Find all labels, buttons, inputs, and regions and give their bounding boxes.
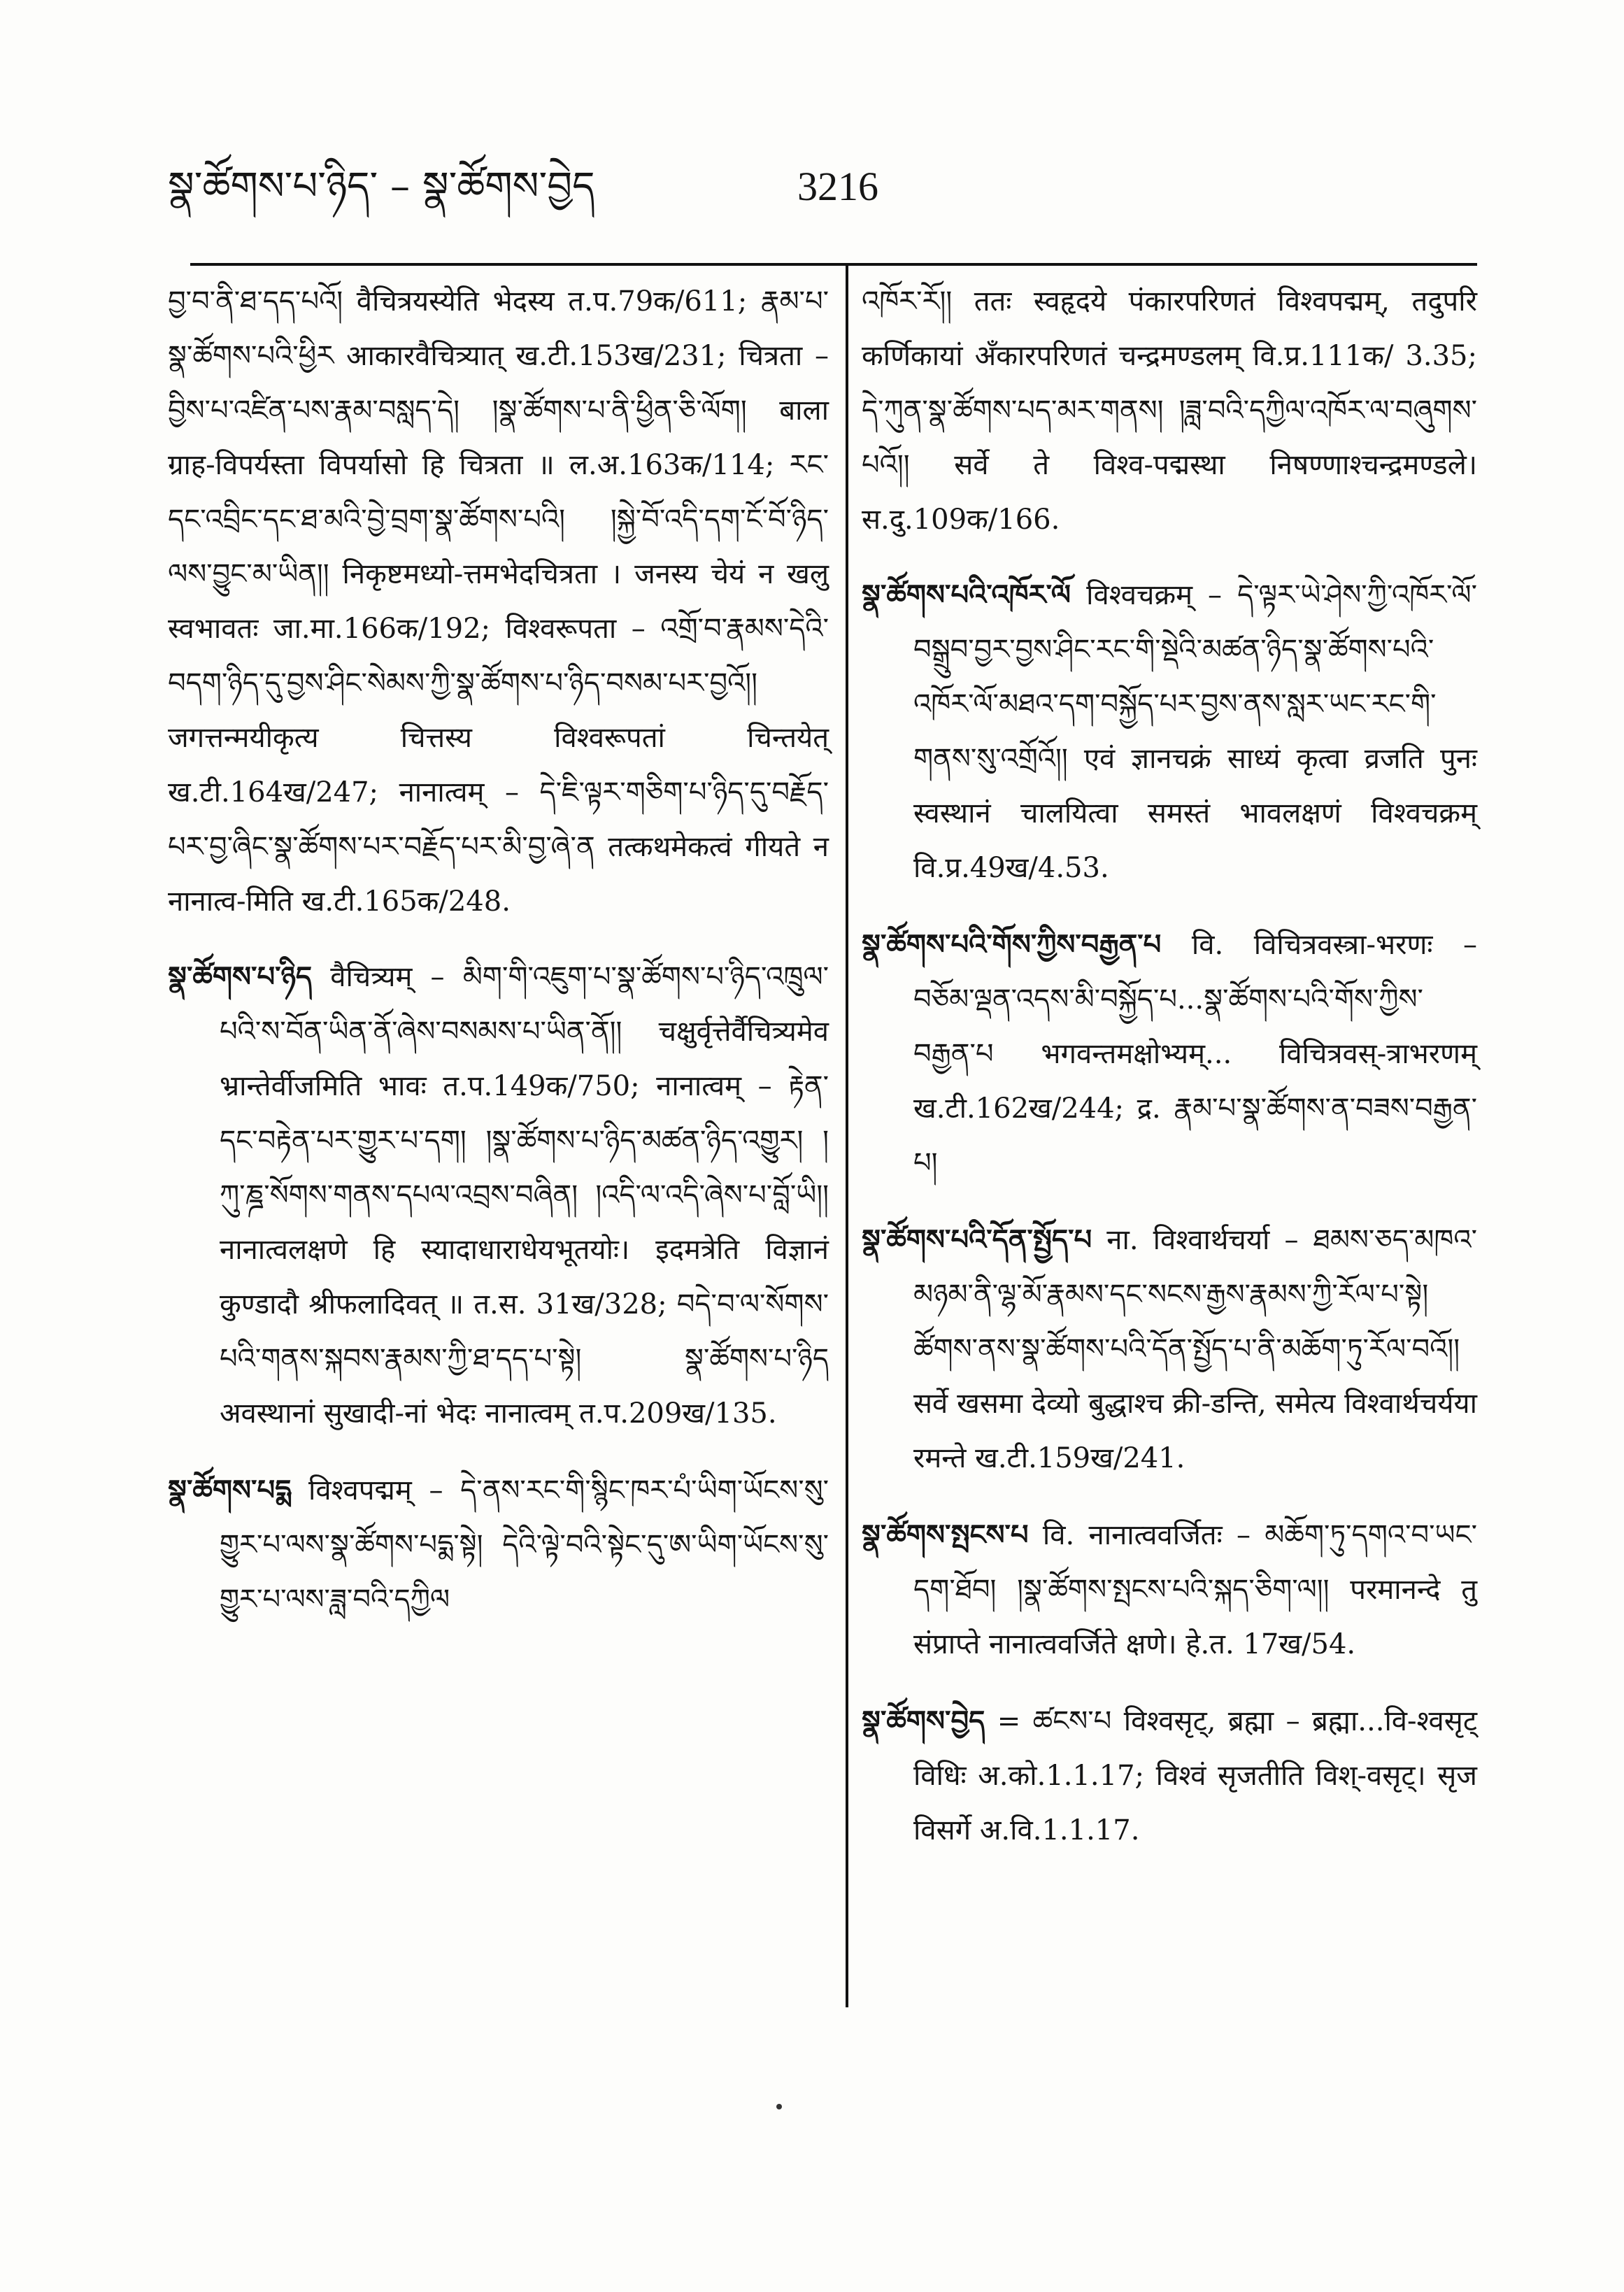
entry-body: ना. विश्वार्थचर्या – ཐམས་ཅད་མཁའ་མཉམ་ནི་ལྷ་མོ་རྣམས་དང་སངས་རྒྱས་རྣམས་ཀྱི་རོལ་པ་སྟེ། ཚོགས་ནས་སྣ་ཚོགས་པའི་དོན་སྤྱོད་པ་ནི་མཆོག་ཏུ་རོལ་བའོ།། सर्वे खसमा देव्यो बुद्धाश्च क्री-डन्ति, समेत्य विश्वार्थचर्यया रमन्ते ख.टी.159ख/241. (913, 1224, 1477, 1474)
entry-body: = ཚངས་པ विश्वसृट्, ब्रह्मा – ब्रह्मा...वि-श्वसृट् विधिः अ.को.1.1.17; विश्वं सृजतीति विश्-वसृट्। सृज विसर्गे अ.वि.1.1.17. (913, 1705, 1477, 1846)
right-column (862, 274, 1477, 1880)
entry-headword: སྣ་ཚོགས་པའི་དོན་སྤྱོད་པ (862, 1223, 1092, 1256)
entry-headword: སྣ་ཚོགས་པ་ཉིད (168, 960, 313, 993)
left-column (168, 274, 829, 1649)
entry-headword: སྣ་ཚོགས་བྱེད (862, 1704, 985, 1737)
dictionary-entry (862, 1213, 1477, 1486)
entry-body: विश्वचक्रम् – དེ་ལྟར་ཡེ་ཤེས་ཀྱི་འཁོར་ལོ་བསྒྲུབ་བྱར་བྱས་ཤིང་རང་གི་སྡེའི་མཚན་ཉིད་སྣ་ཚོགས་པའི་འཁོར་ལོ་མཐའ་དག་བསྐྱོད་པར་བྱས་ནས་སླར་ཡང་རང་གི་གནས་སུ་འགྲོའོ།། एवं ज्ञानचक्रं साध्यं कृत्वा व्रजति पुनः स्वस्थानं चालयित्वा समस्तं भावलक्षणं विश्वचक्रम् वि.प्र.49ख/4.53. (913, 579, 1478, 884)
page-number: 3216 (797, 164, 878, 209)
dictionary-entry (168, 950, 829, 1441)
entry-body: विश्वपद्मम् – དེ་ནས་རང་གི་སྙིང་ཁར་པཾ་ཡིག་ཡོངས་སུ་གྱུར་པ་ལས་སྣ་ཚོགས་པདྨ་སྟེ། དེའི་ལྟེ་བའི་སྟེང་དུ་ཨ་ཡིག་ཡོངས་སུ་གྱུར་པ་ལས་ཟླ་བའི་དཀྱིལ (220, 1474, 829, 1616)
header-rule (190, 263, 1477, 266)
scan-speck (776, 2104, 782, 2109)
dictionary-entry (168, 1463, 829, 1627)
entry-continuation: བྱ་བ་ནི་ཐ་དད་པའོ། वैचित्रयस्येति भेदस्य त.प.79क/611; རྣམ་པ་སྣ་ཚོགས་པའི་ཕྱིར आकारवैचित्र्यात् ख.टी.153ख/231; चित्रता – བྱིས་པ་འཛིན་པས་རྣམ་བསླད་དེ། །སྣ་ཚོགས་པ་ནི་ཕྱིན་ཅི་ལོག། बाला ग्राह-विपर्यस्ता विपर्यासो हि चित्रता ॥ ल.अ.163क/114; རང་དང་འབྲིང་དང་ཐ་མའི་བྱེ་བྲག་སྣ་ཚོགས་པའི། །སྐྱེ་བོ་འདི་དག་ངོ་བོ་ཉིད་ལས་བྱུང་མ་ཡིན།། निकृष्टमध्यो-त्तमभेदचित्रता । जनस्य चेयं न खलु स्वभावतः जा.मा.166क/192; विश्वरूपता – འགྲོ་བ་རྣམས་དེའི་བདག་ཉིད་དུ་བྱས་ཤིང་སེམས་ཀྱི་སྣ་ཚོགས་པ་ཉིད་བསམ་པར་བྱའོ།། जगत्तन्मयीकृत्य चित्तस्य विश्वरूपतां चिन्तयेत् ख.टी.164ख/247; नानात्वम् – དེ་ཇི་ལྟར་གཅིག་པ་ཉིད་དུ་བརྗོད་པར་བྱ་ཞིང་སྣ་ཚོགས་པར་བརྗོད་པར་མི་བྱ་ཞེ་ན तत्कथमेकत्वं गीयते न नानात्व-मिति ख.टी.165क/248. (168, 285, 829, 918)
entry-body: वैचित्र्यम् – མིག་གི་འཇུག་པ་སྣ་ཚོགས་པ་ཉིད་འཁྲུལ་པའི་ས་བོན་ཡིན་ནོ་ཞེས་བསམས་པ་ཡིན་ནོ།། चक्षुर्वृत्तेर्वैचित्र्यमेव भ्रान्तेर्वीजमिति भावः त.प.149क/750; नानात्वम् – རྟེན་དང་བརྟེན་པར་གྱུར་པ་དག། །སྣ་ཚོགས་པ་ཉིད་མཚན་ཉིད་འགྱུར། །ཀུ་ཎྜ་སོགས་གནས་དཔལ་འབྲས་བཞིན། །འདི་ལ་འདི་ཞེས་པ་བློ་ཡི།། नानात्वलक्षणे हि स्यादाधाराधेयभूतयोः। इदमत्रेति विज्ञानं कुण्डादौ श्रीफलादिवत् ॥ त.स. 31ख/328; བདེ་བ་ལ་སོགས་པའི་གནས་སྐབས་རྣམས་ཀྱི་ཐ་དད་པ་སྟེ། སྣ་ཚོགས་པ་ཉིད अवस्थानां सुखादी-नां भेदः नानात्वम् त.प.209ख/135. (220, 961, 829, 1430)
entry-headword: སྣ་ཚོགས་པའི་གོས་ཀྱིས་བརྒྱན་པ (862, 928, 1162, 961)
dictionary-entry (862, 1694, 1477, 1858)
entry-body: वि. नानात्ववर्जितः – མཆོག་ཏུ་དགའ་བ་ཡང་དག་ཐོབ། །སྣ་ཚོགས་སྤངས་པའི་སྐད་ཅིག་ལ།། परमानन्दे तु संप्राप्ते नानात्ववर्जिते क्षणे। हे.त. 17ख/54. (913, 1519, 1477, 1660)
running-head: སྣ་ཚོགས་པ་ཉིད་ – སྣ་ཚོགས་བྱེད (168, 164, 595, 209)
entry-headword: སྣ་ཚོགས་སྤངས་པ (862, 1518, 1029, 1551)
column-divider (846, 266, 848, 2007)
entry-body: वि. विचित्रवस्त्रा-भरणः – བཅོམ་ལྡན་འདས་མི་བསྐྱོད་པ...སྣ་ཚོགས་པའི་གོས་ཀྱིས་བརྒྱན་པ भगवन्तमक्षोभ्यम्... विचित्रवस्-त्राभरणम् ख.टी.162ख/244; द्र. རྣམ་པ་སྣ་ཚོགས་ན་བཟས་བརྒྱན་པ། (913, 929, 1477, 1179)
dictionary-entry (862, 918, 1477, 1190)
dictionary-entry (862, 568, 1477, 895)
entry-headword: སྣ་ཚོགས་པའི་འཁོར་ལོ (862, 578, 1071, 611)
entry-headword: སྣ་ཚོགས་པདྨ (168, 1474, 292, 1507)
dictionary-entry (862, 1508, 1477, 1672)
entry-continuation: འཁོར་རོ།། ततः स्वहृदये पंकारपरिणतं विश्वपद्मम्, तदुपरि कर्णिकायां अँकारपरिणतं चन्द्रमण्डलम् वि.प्र.111क/ 3.35; དེ་ཀུན་སྣ་ཚོགས་པད་མར་གནས། །ཟླ་བའི་དཀྱིལ་འཁོར་ལ་བཞུགས་པའོ།། सर्वे ते विश्व-पद्मस्था निषण्णाश्चन्द्रमण्डले। स.दु.109क/166. (862, 285, 1477, 536)
